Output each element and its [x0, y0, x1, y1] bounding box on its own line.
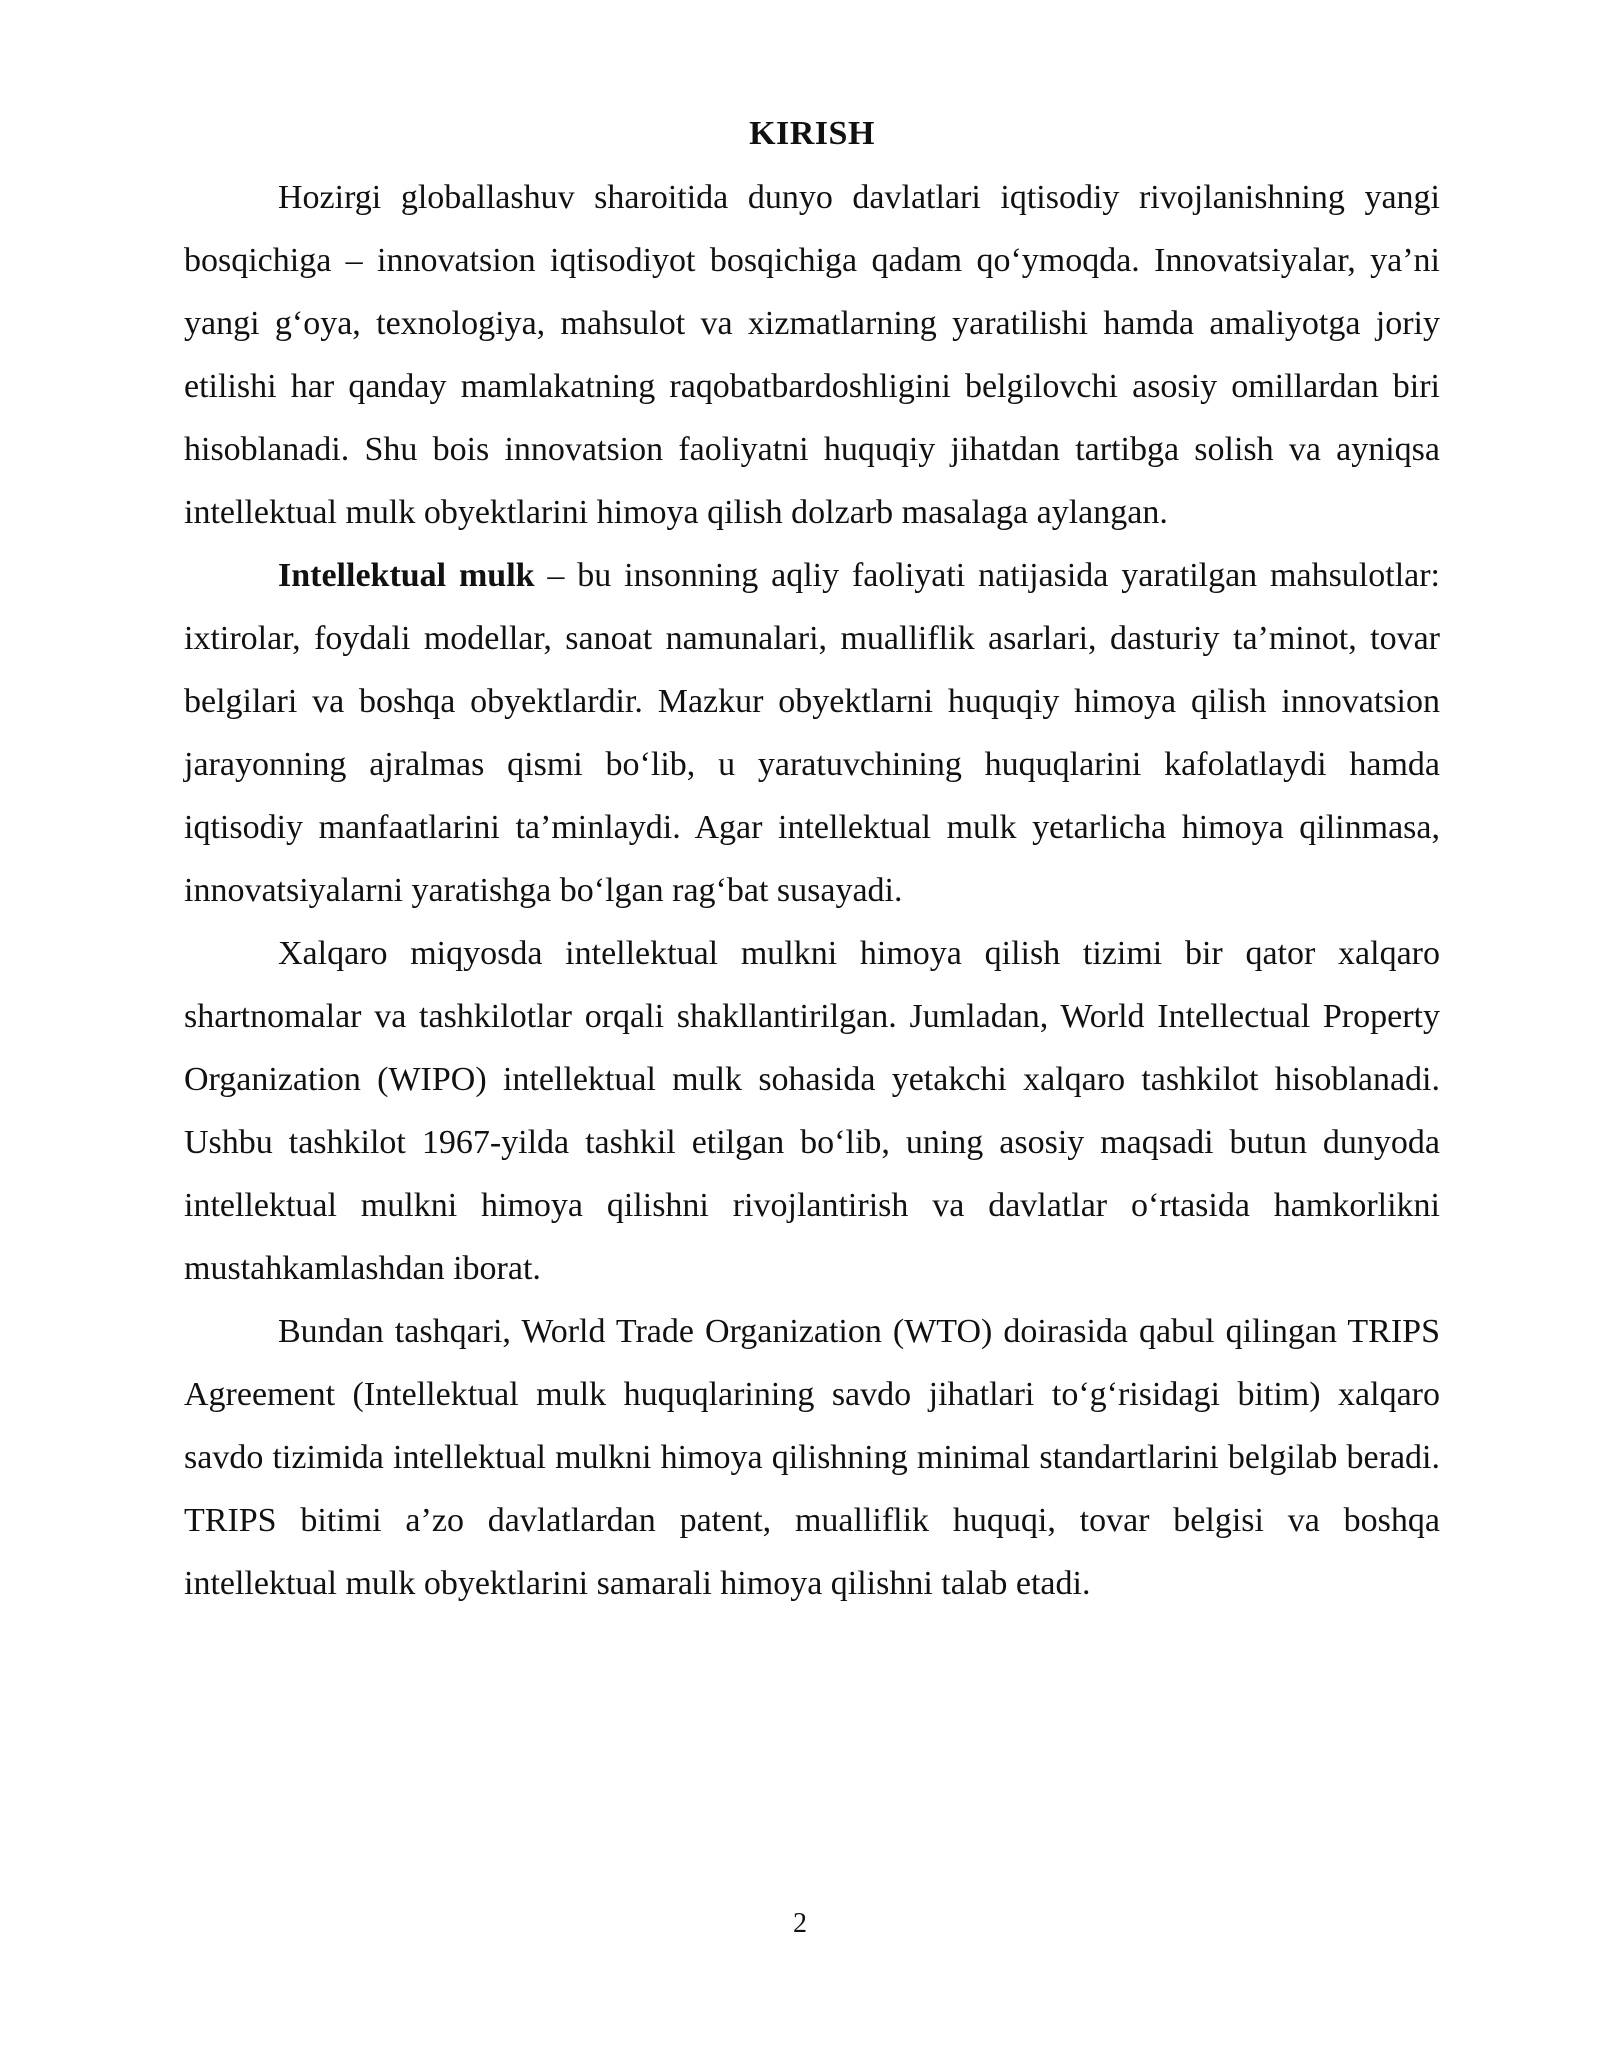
- paragraph-3: [184, 922, 1440, 1300]
- page-number: 2: [793, 1908, 807, 1939]
- paragraph-2-term: Intellektual mulk: [278, 557, 535, 594]
- page-content: [184, 108, 1440, 1615]
- paragraph-1-text: Hozirgi globallashuv sharoitida dunyo davlatlari iqtisodiy rivojlanishning yangi bosqichiga – innovatsion iqtisodiyot bosqichiga qadam qo‘ymoqda. Innovatsiyalar, ya’ni yangi g‘oya, texnologiya, mahsulot va xizmatlarning yaratilishi hamda amaliyotga joriy etilishi har qanday mamlakatning raqobatbardoshligini belgilovchi asosiy omillardan biri hisoblanadi. Shu bois innovatsion faoliyatni huquqiy jihatdan tartibga solish va ayniqsa intellektual mulk obyektlarini himoya qilish dolzarb masalaga aylangan.: [184, 179, 1440, 531]
- paragraph-1: [184, 166, 1440, 544]
- paragraph-2: [184, 544, 1440, 922]
- paragraph-4: [184, 1300, 1440, 1615]
- page-title: KIRISH: [749, 115, 875, 152]
- paragraph-3-text: Xalqaro miqyosda intellektual mulkni himoya qilish tizimi bir qator xalqaro shartnomalar va tashkilotlar orqali shakllantirilgan. Jumladan, World Intellectual Property Organization (WIPO) intellektual mulk sohasida yetakchi xalqaro tashkilot hisoblanadi. Ushbu tashkilot 1967-yilda tashkil etilgan bo‘lib, uning asosiy maqsadi butun dunyoda intellektual mulkni himoya qilishni rivojlantirish va davlatlar o‘rtasida hamkorlikni mustahkamlashdan iborat.: [184, 935, 1440, 1287]
- paragraph-2-text: – bu insonning aqliy faoliyati natijasida yaratilgan mahsulotlar: ixtirolar, foydali modellar, sanoat namunalari, mualliflik asarlari, dasturiy ta’minot, tovar belgilari va boshqa obyektlardir. Mazkur obyektlarni huquqiy himoya qilish innovatsion jarayonning ajralmas qismi bo‘lib, u yaratuvchining huquqlarini kafolatlaydi hamda iqtisodiy manfaatlarini ta’minlaydi. Agar intellektual mulk yetarlicha himoya qilinmasa, innovatsiyalarni yaratishga bo‘lgan rag‘bat susayadi.: [184, 557, 1440, 909]
- paragraph-4-text: Bundan tashqari, World Trade Organization (WTO) doirasida qabul qilingan TRIPS Agreement (Intellektual mulk huquqlarining savdo jihatlari to‘g‘risidagi bitim) xalqaro savdo tizimida intellektual mulkni himoya qilishning minimal standartlarini belgilab beradi. TRIPS bitimi a’zo davlatlardan patent, mualliflik huquqi, tovar belgisi va boshqa intellektual mulk obyektlarini samarali himoya qilishni talab etadi.: [184, 1313, 1440, 1602]
